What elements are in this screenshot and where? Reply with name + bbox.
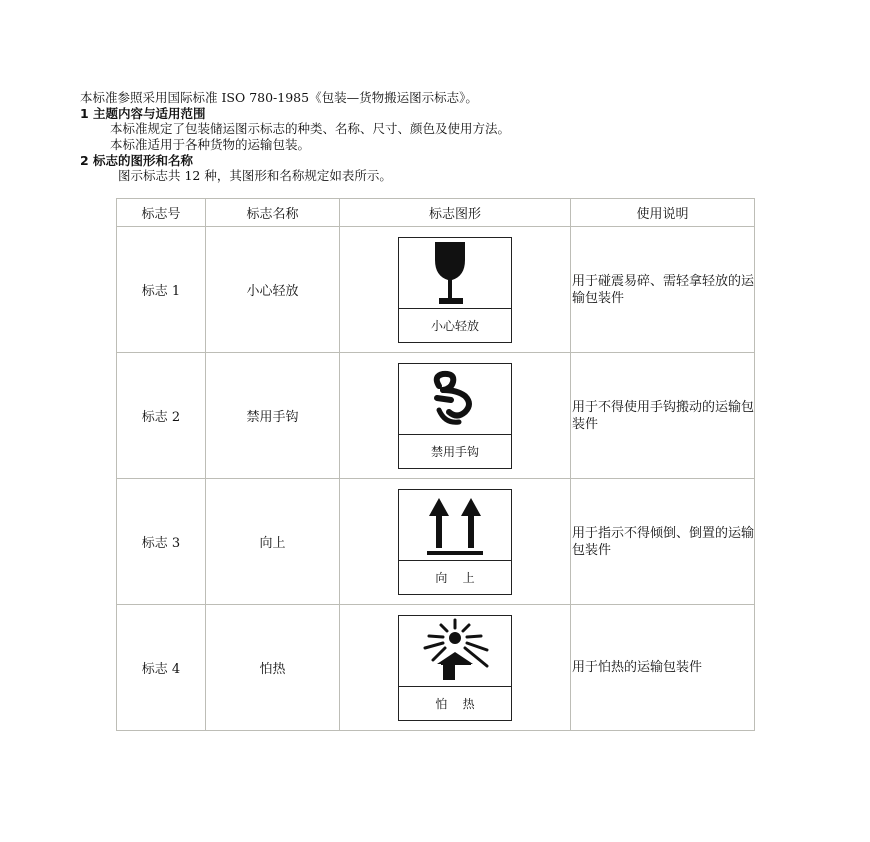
sign-name: 向上 — [206, 479, 340, 605]
usage-text: 用于指示不得倾倒、倒置的运输包装件 — [571, 479, 755, 605]
sign-name: 怕热 — [206, 605, 340, 731]
sign-name: 小心轻放 — [206, 227, 340, 353]
sign-frame — [398, 363, 512, 469]
usage-text: 用于不得使用手钩搬动的运输包装件 — [571, 353, 755, 479]
section-1-paragraph-1: 本标准规定了包装储运图示标志的种类、名称、尺寸、颜色及使用方法。 — [110, 121, 511, 136]
sign-caption: 向 上 — [399, 560, 511, 594]
header-sign-number: 标志号 — [117, 199, 206, 227]
header-sign-name: 标志名称 — [206, 199, 340, 227]
keep-away-from-heat-icon — [399, 616, 511, 686]
signs-table — [116, 198, 755, 731]
sign-caption: 小心轻放 — [399, 308, 511, 342]
intro-line: 本标准参照采用国际标准 ISO 780-1985《包装—货物搬运图示标志》。 — [80, 90, 478, 105]
sign-number: 标志 2 — [117, 353, 206, 479]
section-2-heading: 2 标志的图形和名称 — [80, 153, 194, 168]
sign-number: 标志 1 — [117, 227, 206, 353]
table-row — [117, 227, 755, 353]
section-2-paragraph-1: 图示标志共 12 种，其图形和名称规定如表所示。 — [118, 168, 392, 183]
usage-text: 用于怕热的运输包装件 — [571, 605, 755, 731]
no-hand-hook-icon — [399, 364, 511, 434]
sign-caption: 怕 热 — [399, 686, 511, 720]
table-row — [117, 479, 755, 605]
sign-frame — [398, 615, 512, 721]
section-1-paragraph-2: 本标准适用于各种货物的运输包装。 — [110, 137, 311, 152]
sign-number: 标志 3 — [117, 479, 206, 605]
usage-text: 用于碰震易碎、需轻拿轻放的运输包装件 — [571, 227, 755, 353]
sign-name: 禁用手钩 — [206, 353, 340, 479]
sign-graphic-cell — [340, 353, 571, 479]
sign-graphic-cell — [340, 479, 571, 605]
sign-number: 标志 4 — [117, 605, 206, 731]
header-usage: 使用说明 — [571, 199, 755, 227]
header-sign-graphic: 标志图形 — [340, 199, 571, 227]
fragile-glass-icon — [399, 238, 511, 308]
sign-graphic-cell — [340, 605, 571, 731]
sign-frame — [398, 489, 512, 595]
section-1-heading: 1 主题内容与适用范围 — [80, 106, 206, 121]
sign-graphic-cell — [340, 227, 571, 353]
this-way-up-arrows-icon — [399, 490, 511, 560]
table-row — [117, 353, 755, 479]
sign-caption: 禁用手钩 — [399, 434, 511, 468]
sign-frame — [398, 237, 512, 343]
table-header-row — [117, 199, 755, 227]
table-row — [117, 605, 755, 731]
